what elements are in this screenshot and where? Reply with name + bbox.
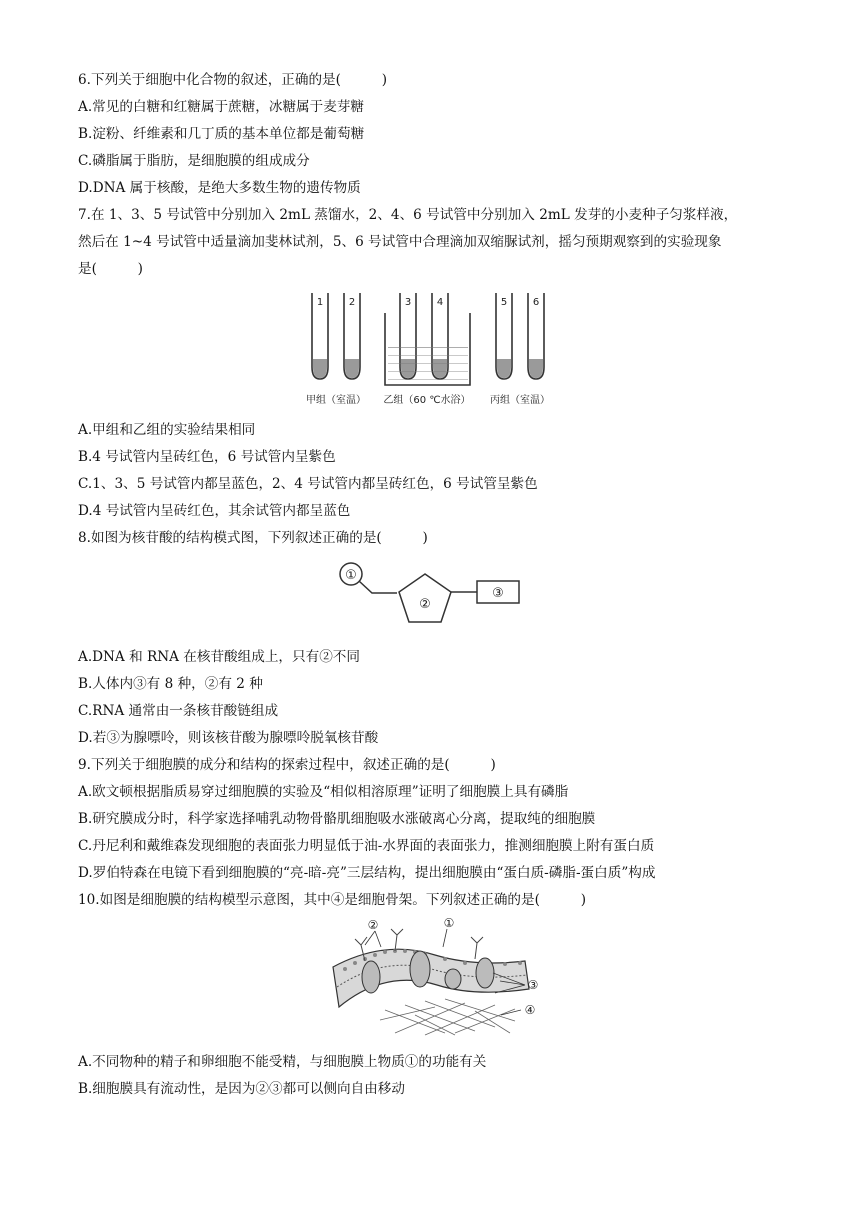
tube-label-5: 5 bbox=[500, 297, 508, 308]
tube-label-2: 2 bbox=[348, 297, 356, 308]
membrane-protein-2 bbox=[410, 951, 430, 987]
group-label-bing: 丙组（室温） bbox=[490, 395, 550, 406]
q6-option-d: D.DNA 属于核酸，是绝大多数生物的遗传物质 bbox=[78, 180, 361, 196]
q7-option-c: C.1、3、5 号试管内都呈蓝色，2、4 号试管内都呈砖红色，6 号试管呈紫色 bbox=[78, 476, 538, 492]
label-2: ② bbox=[419, 597, 431, 612]
tube-label-6: 6 bbox=[532, 297, 540, 308]
q9-option-d: D.罗伯特森在电镜下看到细胞膜的“亮-暗-亮”三层结构，提出细胞膜由“蛋白质-磷脂-蛋白质”构成 bbox=[78, 865, 656, 881]
label-3: ③ bbox=[492, 586, 504, 601]
q7-option-d: D.4 号试管内呈砖红色，其余试管内都呈蓝色 bbox=[78, 503, 351, 519]
q8-option-b: B.人体内③有 8 种，②有 2 种 bbox=[78, 676, 263, 692]
tube-label-4: 4 bbox=[436, 297, 444, 308]
q7-stem-line2: 然后在 1~4 号试管中适量滴加斐林试剂，5、6 号试管中合理滴加双缩脲试剂，摇匀预期观察到的实验现象 bbox=[78, 234, 722, 250]
q10-option-b: B.细胞膜具有流动性，是因为②③都可以侧向自由移动 bbox=[78, 1081, 405, 1097]
membrane-protein-1 bbox=[362, 961, 380, 993]
q7-option-a: A.甲组和乙组的实验结果相同 bbox=[78, 422, 256, 438]
cell-membrane-figure bbox=[325, 915, 545, 1040]
q9-option-b: B.研究膜成分时，科学家选择哺乳动物骨骼肌细胞吸水涨破离心分离，提取纯的细胞膜 bbox=[78, 811, 596, 827]
q8-option-a: A.DNA 和 RNA 在核苷酸组成上，只有②不同 bbox=[78, 649, 360, 665]
q9-option-c: C.丹尼利和戴维森发现细胞的表面张力明显低于油-水界面的表面张力，推测细胞膜上附有蛋白质 bbox=[78, 838, 655, 854]
q7-stem-line3: 是( ) bbox=[78, 261, 143, 277]
cytoskeleton-mesh bbox=[380, 999, 515, 1035]
nucleotide-figure bbox=[335, 560, 535, 640]
q10-option-a: A.不同物种的精子和卵细胞不能受精，与细胞膜上物质①的功能有关 bbox=[78, 1054, 487, 1070]
membrane-protein-4 bbox=[445, 969, 461, 989]
membrane-label-1-top: ① bbox=[443, 916, 455, 930]
membrane-protein-3 bbox=[476, 958, 494, 988]
group-label-jia: 甲组（室温） bbox=[306, 395, 366, 406]
q9-stem: 9.下列关于细胞膜的成分和结构的探索过程中，叙述正确的是( ) bbox=[78, 757, 496, 773]
membrane-label-2: ② bbox=[367, 918, 379, 932]
phosphate-bond bbox=[359, 581, 397, 593]
water-bath-beaker bbox=[385, 313, 470, 385]
q6-option-c: C.磷脂属于脂肪，是细胞膜的组成成分 bbox=[78, 153, 310, 169]
q6-option-a: A.常见的白糖和红糖属于蔗糖，冰糖属于麦芽糖 bbox=[78, 99, 365, 115]
tube-label-3: 3 bbox=[404, 297, 412, 308]
q8-option-d: D.若③为腺嘌呤，则该核苷酸为腺嘌呤脱氧核苷酸 bbox=[78, 730, 379, 746]
q8-option-c: C.RNA 通常由一条核苷酸链组成 bbox=[78, 703, 279, 719]
q7-option-b: B.4 号试管内呈砖红色，6 号试管内呈紫色 bbox=[78, 449, 336, 465]
q6-stem: 6.下列关于细胞中化合物的叙述，正确的是( ) bbox=[78, 72, 388, 88]
tube-label-1: 1 bbox=[316, 297, 324, 308]
q7-stem-line1: 7.在 1、3、5 号试管中分别加入 2mL 蒸馏水，2、4、6 号试管中分别加入 2mL 发芽的小麦种子匀浆样液， bbox=[78, 207, 738, 223]
q10-stem: 10.如图是细胞膜的结构模型示意图，其中④是细胞骨架。下列叙述正确的是( ) bbox=[78, 892, 587, 908]
label-1: ① bbox=[345, 568, 357, 583]
q6-option-b: B.淀粉、纤维素和几丁质的基本单位都是葡萄糖 bbox=[78, 126, 365, 142]
membrane-label-4: ④ bbox=[524, 1003, 536, 1017]
group-label-yi: 乙组（60 ℃水浴） bbox=[383, 395, 471, 406]
membrane-label-3: ③ bbox=[527, 978, 539, 992]
q9-option-a: A.欧文顿根据脂质易穿过细胞膜的实验及“相似相溶原理”证明了细胞膜上具有磷脂 bbox=[78, 784, 569, 800]
q8-stem: 8.如图为核苷酸的结构模式图，下列叙述正确的是( ) bbox=[78, 530, 428, 546]
test-tube-figure bbox=[300, 285, 560, 410]
